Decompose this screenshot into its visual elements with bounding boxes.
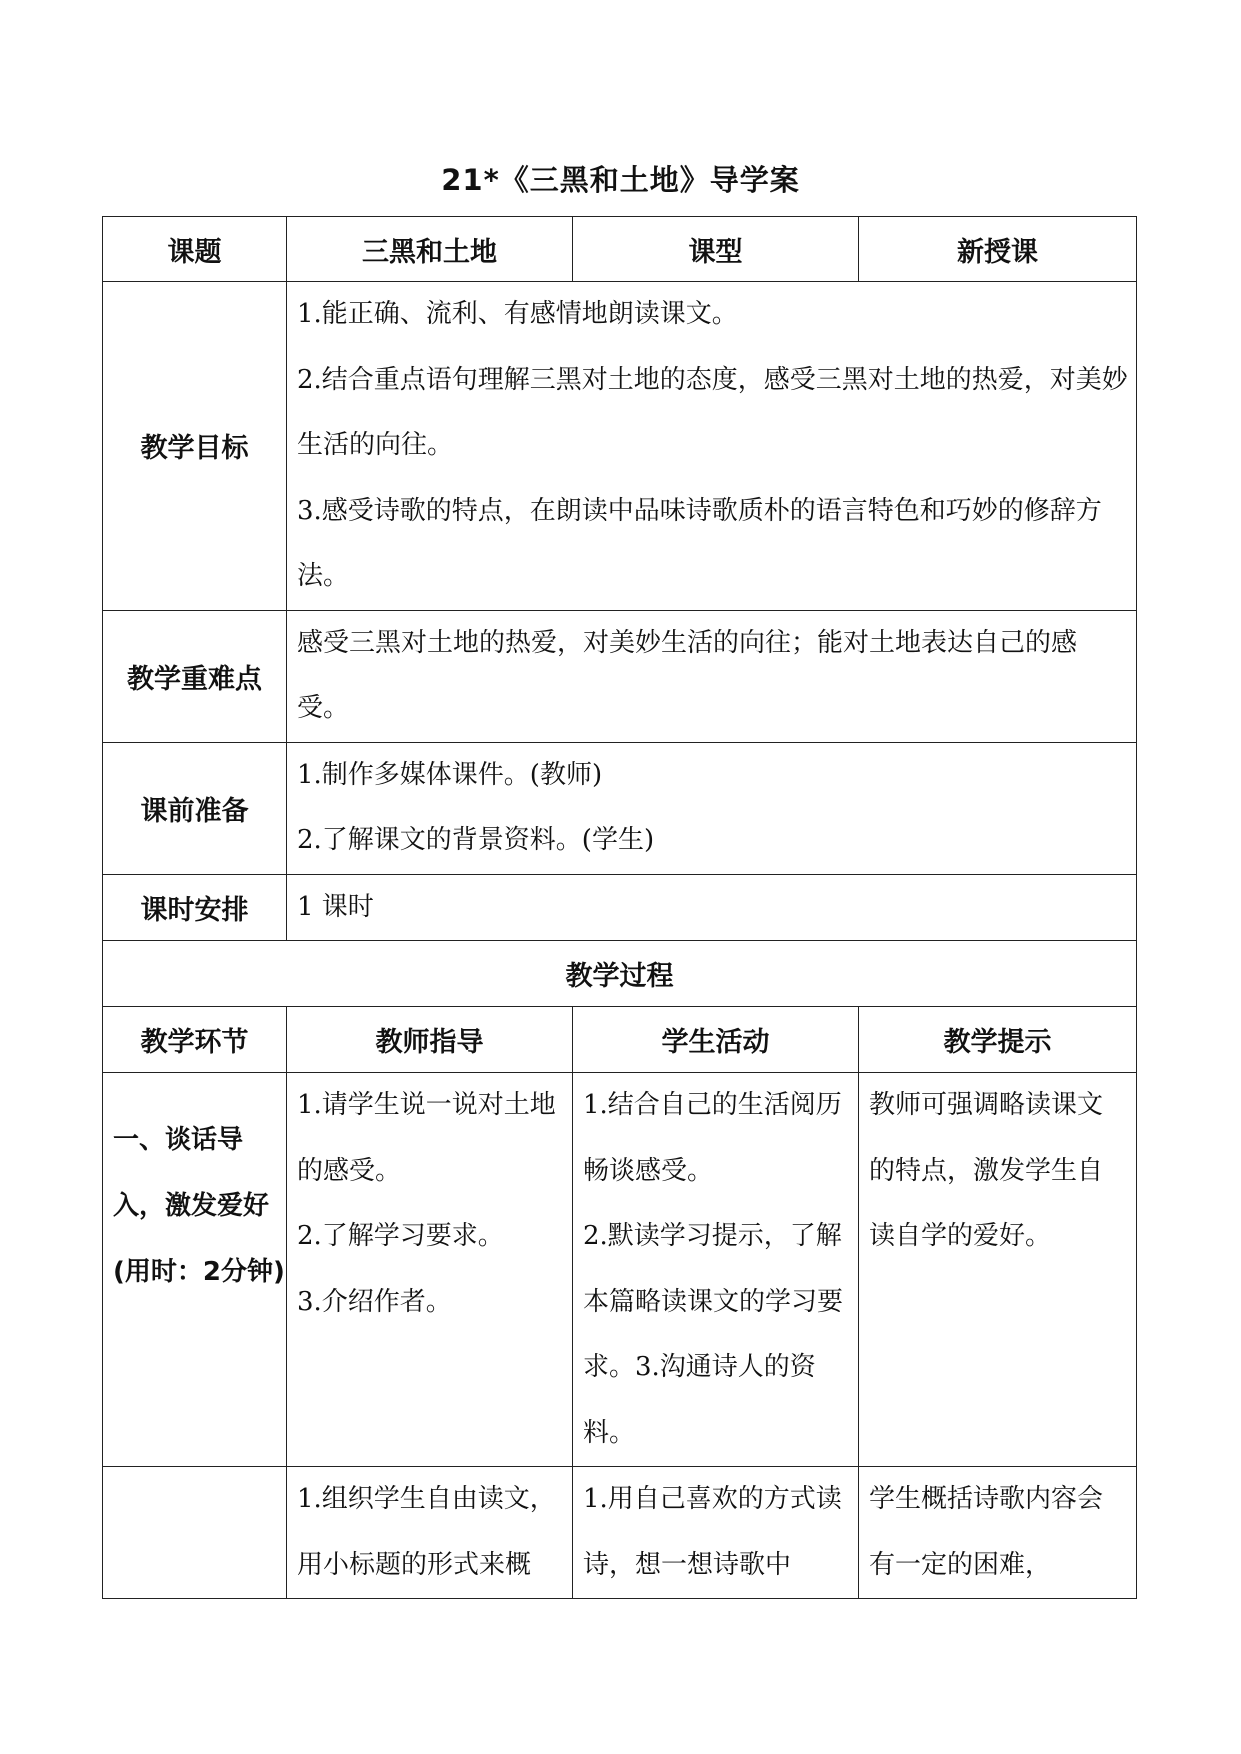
column-header: 教学提示 [859, 1007, 1137, 1073]
schedule-row [103, 874, 1137, 941]
process-heading: 教学过程 [103, 941, 1137, 1007]
goals-row [103, 282, 1137, 611]
column-header: 教师指导 [287, 1007, 573, 1073]
goals-content [287, 282, 1137, 611]
schedule-label: 课时安排 [103, 874, 287, 941]
stage-cell [103, 1467, 287, 1599]
teacher-cell [287, 1073, 573, 1467]
goal-item: 3.感受诗歌的特点，在朗读中品味诗歌质朴的语言特色和巧妙的修辞方法。 [297, 495, 1102, 591]
lesson-plan-table [102, 216, 1137, 1599]
student-cell [573, 1467, 859, 1599]
goals-label: 教学目标 [103, 282, 287, 611]
process-columns-row [103, 1007, 1137, 1073]
teacher-item: 2.了解学习要求。 [297, 1221, 504, 1251]
goal-item: 1.能正确、流利、有感情地朗读课文。 [297, 299, 738, 329]
preparation-item: 2.了解课文的背景资料。(学生) [297, 825, 655, 855]
student-item: 2.默读学习提示，了解本篇略读课文的学习要求。3.沟通诗人的资料。 [583, 1221, 844, 1448]
type-label: 课型 [573, 217, 859, 282]
goal-item: 2.结合重点语句理解三黑对土地的态度，感受三黑对土地的热爱，对美妙生活的向往。 [297, 364, 1128, 460]
student-cell [573, 1073, 859, 1467]
tip-cell [859, 1467, 1137, 1599]
teacher-cell [287, 1467, 573, 1599]
teacher-item: 1.组织学生自由读文，用小标题的形式来概 [297, 1484, 556, 1580]
process-row [103, 1073, 1137, 1467]
column-header: 教学环节 [103, 1007, 287, 1073]
info-row [103, 217, 1137, 282]
preparation-label: 课前准备 [103, 742, 287, 874]
tip-cell [859, 1073, 1137, 1467]
column-header: 学生活动 [573, 1007, 859, 1073]
tip-text: 学生概括诗歌内容会有一定的困难， [869, 1484, 1104, 1580]
key-points-label: 教学重难点 [103, 610, 287, 742]
stage-cell: 一、谈话导入，激发爱好(用时：2分钟) [103, 1073, 287, 1467]
teacher-item: 1.请学生说一说对土地的感受。 [297, 1090, 556, 1186]
topic-value: 三黑和土地 [287, 217, 573, 282]
key-points-content [287, 610, 1137, 742]
topic-label: 课题 [103, 217, 287, 282]
preparation-item: 1.制作多媒体课件。(教师) [297, 759, 603, 790]
type-value: 新授课 [859, 217, 1137, 282]
process-row [103, 1467, 1137, 1599]
student-item: 1.结合自己的生活阅历畅谈感受。 [583, 1090, 842, 1186]
process-heading-row [103, 941, 1137, 1007]
preparation-row [103, 742, 1137, 874]
preparation-content [287, 742, 1137, 874]
page-title: 21*《三黑和土地》导学案 [441, 163, 800, 197]
tip-text: 教师可强调略读课文的特点，激发学生自读自学的爱好。 [869, 1090, 1104, 1251]
schedule-value: 1 课时 [287, 874, 1137, 941]
student-item: 1.用自己喜欢的方式读诗，想一想诗歌中 [583, 1484, 842, 1580]
key-points-row [103, 610, 1137, 742]
teacher-item: 3.介绍作者。 [297, 1286, 452, 1317]
key-points-text: 感受三黑对土地的热爱，对美妙生活的向往；能对土地表达自己的感受。 [297, 627, 1078, 723]
